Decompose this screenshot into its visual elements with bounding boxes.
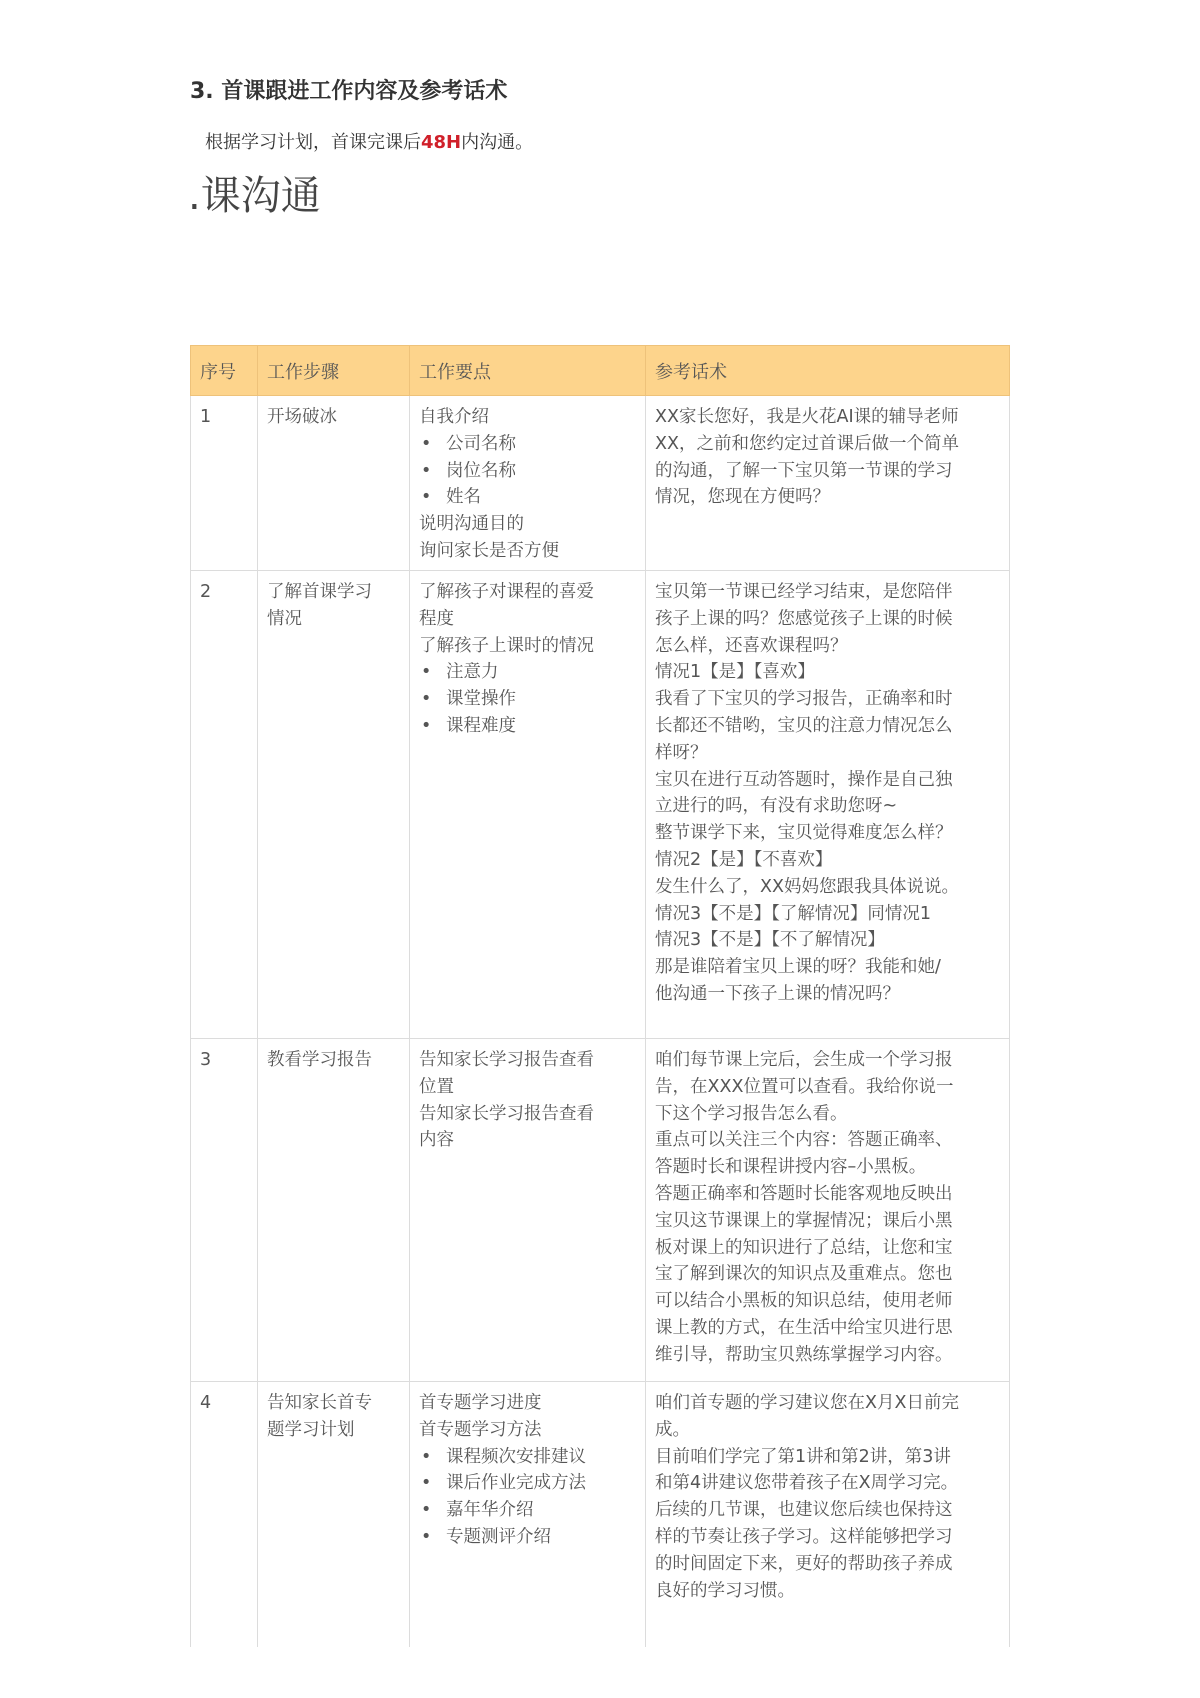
cell-line: 课上教的方式，在生活中给宝贝进行思 [655,1317,953,1338]
cell-line: 询问家长是否方便 [419,540,559,561]
cell-line: 宝贝这节课课上的掌握情况；课后小黑 [655,1210,953,1231]
bullet-item [419,1524,636,1551]
bullet-icon: • [421,689,432,710]
cell-line: 情况3【不是】【不了解情况】 [655,930,885,951]
cell-line: 宝贝在进行互动答题时，操作是自己独 [655,769,953,790]
big-heading-fragment: .课沟通 [188,173,321,219]
cell-line: 可以结合小黑板的知识总结，使用老师 [655,1291,953,1312]
cell-line: 发生什么了，XX妈妈您跟我具体说说。 [655,876,959,897]
header-script: 参考话术 [646,346,1010,396]
bullet-text: 课程难度 [446,715,516,736]
bullet-item [419,431,636,458]
cell-line: 目前咱们学完了第1讲和第2讲，第3讲 [655,1446,951,1467]
cell-line: 怎么样，还喜欢课程吗？ [655,635,848,656]
cell-points [410,1382,646,1648]
cell-line: 重点可以关注三个内容：答题正确率、 [655,1130,953,1151]
cell-points [410,571,646,1039]
cell-line: 了解孩子对课程的喜爱 [419,582,594,602]
cell-step [258,571,410,1039]
cell-line: 教看学习报告 [267,1050,372,1070]
cell-no [191,571,258,1039]
cell-line: 首专题学习方法 [419,1419,542,1440]
header-no: 序号 [191,346,258,396]
table-row [191,396,1010,571]
cell-step [258,396,410,571]
cell-line: 首专题学习进度 [419,1393,542,1413]
cell-line: XX，之前和您约定过首课后做一个简单 [655,433,959,454]
bullet-text: 公司名称 [446,433,516,454]
cell-line: 的时间固定下来，更好的帮助孩子养成 [655,1553,953,1574]
subtitle [205,128,533,154]
cell-script [646,571,1010,1039]
cell-line: 1 [200,407,212,427]
cell-line: 样的节奏让孩子学习。这样能够把学习 [655,1526,953,1547]
cell-line: 2 [200,582,212,602]
bullet-item [419,1470,636,1497]
cell-line: 咱们首专题的学习建议您在X月X日前完 [655,1393,959,1413]
cell-line: 内容 [419,1130,454,1151]
cell-line: 我看了下宝贝的学习报告，正确率和时 [655,689,953,710]
cell-line: 和第4讲建议您带着孩子在X周学习完。 [655,1473,959,1494]
cell-line: 说明沟通目的 [419,514,524,535]
cell-line: 宝了解到课次的知识点及重难点。您也 [655,1264,953,1285]
cell-line: 那是谁陪着宝贝上课的呀？我能和她/ [655,957,941,978]
cell-points [410,396,646,571]
header-step: 工作步骤 [258,346,410,396]
bullet-icon: • [421,715,432,736]
cell-line: 题学习计划 [267,1419,355,1440]
cell-line: 的沟通，了解一下宝贝第一节课的学习 [655,460,953,481]
cell-line: 孩子上课的吗？您感觉孩子上课的时候 [655,608,953,629]
bullet-item [419,1497,636,1524]
bullet-item [419,458,636,485]
cell-script [646,1382,1010,1648]
cell-line: 自我介绍 [419,407,489,427]
bullet-icon: • [421,1446,432,1467]
cell-no [191,1382,258,1648]
header-points: 工作要点 [410,346,646,396]
cell-line: 情况，您现在方便吗？ [655,487,830,508]
cell-line: 告知家长学习报告查看 [419,1103,594,1124]
bullet-icon: • [421,460,432,481]
cell-no [191,1039,258,1382]
subtitle-text: 根据学习计划，首课完课后 [205,132,421,153]
cell-line: 他沟通一下孩子上课的情况吗？ [655,983,900,1004]
cell-line: 样呀？ [655,742,708,763]
bullet-item [419,484,636,511]
work-content-table [190,345,1010,1647]
cell-step [258,1382,410,1648]
section-heading: 3. 首课跟进工作内容及参考话术 [190,79,508,104]
cell-line: 告知家长首专 [267,1393,372,1413]
bullet-text: 课程频次安排建议 [446,1446,586,1467]
bullet-item [419,1444,636,1471]
table-header-row [191,346,1010,396]
bullet-text: 专题测评介绍 [446,1526,551,1547]
table-row [191,571,1010,1039]
bullet-icon: • [421,662,432,683]
bullet-text: 注意力 [446,662,499,683]
cell-points [410,1039,646,1382]
bullet-text: 姓名 [446,487,481,508]
cell-line: 告，在XXX位置可以查看。我给你说一 [655,1076,954,1097]
cell-line: 良好的学习习惯。 [655,1580,795,1601]
cell-line: 3 [200,1050,212,1070]
bullet-text: 课后作业完成方法 [446,1473,586,1494]
table-row [191,1039,1010,1382]
cell-line: 答题正确率和答题时长能客观地反映出 [655,1183,953,1204]
bullet-item [419,713,636,740]
cell-line: 后续的几节课，也建议您后续也保持这 [655,1500,953,1521]
subtitle-text-end: 内沟通。 [461,132,534,153]
cell-line: 情况3【不是】【了解情况】同情况1 [655,903,932,924]
cell-line: 咱们每节课上完后，会生成一个学习报 [655,1050,953,1070]
cell-line: 情况 [267,608,302,629]
bullet-icon: • [421,1473,432,1494]
subtitle-highlight: 48H [421,132,462,153]
cell-line: 了解首课学习 [267,582,372,602]
cell-step [258,1039,410,1382]
cell-line: 4 [200,1393,212,1413]
cell-line: 开场破冰 [267,407,337,427]
cell-script [646,396,1010,571]
cell-line: 整节课学下来，宝贝觉得难度怎么样？ [655,823,953,844]
cell-script [646,1039,1010,1382]
cell-line: 告知家长学习报告查看 [419,1050,594,1070]
bullet-text: 岗位名称 [446,460,516,481]
cell-line: 答题时长和课程讲授内容–小黑板。 [655,1157,927,1178]
cell-line: 情况2【是】【不喜欢】 [655,849,833,870]
bullet-icon: • [421,1526,432,1547]
bullet-text: 课堂操作 [446,689,516,710]
cell-line: 下这个学习报告怎么看。 [655,1103,848,1124]
cell-line: 维引导，帮助宝贝熟练掌握学习内容。 [655,1344,953,1365]
cell-line: 长都还不错哟，宝贝的注意力情况怎么 [655,715,953,736]
bullet-text: 嘉年华介绍 [446,1500,534,1521]
cell-line: 情况1【是】【喜欢】 [655,662,815,683]
cell-line: 位置 [419,1076,454,1097]
cell-line: 宝贝第一节课已经学习结束，是您陪伴 [655,582,953,602]
table-row [191,1382,1010,1648]
bullet-item [419,659,636,686]
bullet-icon: • [421,433,432,454]
cell-line: 程度 [419,608,454,629]
bullet-icon: • [421,1500,432,1521]
bullet-item [419,686,636,713]
bullet-icon: • [421,487,432,508]
cell-line: 立进行的吗，有没有求助您呀~ [655,796,898,817]
cell-no [191,396,258,571]
cell-line: 板对课上的知识进行了总结，让您和宝 [655,1237,953,1258]
cell-line: 成。 [655,1419,690,1440]
cell-line: XX家长您好，我是火花AI课的辅导老师 [655,407,959,427]
cell-line: 了解孩子上课时的情况 [419,635,594,656]
